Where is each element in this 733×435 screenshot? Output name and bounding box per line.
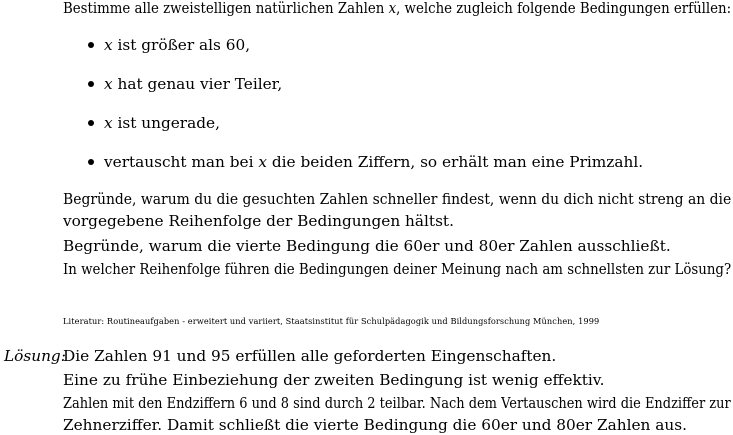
bullet-icon — [88, 42, 94, 48]
bullet-icon — [88, 120, 94, 126]
intro-variable: x — [388, 0, 397, 17]
condition-item: x ist größer als 60, — [104, 36, 251, 54]
intro-text-before: Bestimme alle zweistelligen natürlichen Zahlen — [63, 0, 389, 17]
intro-text-after: , welche zugleich folgende Bedingungen erfüllen: — [396, 0, 732, 17]
literature-reference: Literatur: Routineaufgaben - erweitert und variiert, Staatsinstitut für Schulpädagogik und Bildungsforschung München, 1999 — [63, 316, 600, 326]
question-2: Begründe, warum die vierte Bedingung die 60er und 80er Zahlen ausschließt. — [63, 237, 671, 255]
condition-item: x hat genau vier Teiler, — [104, 75, 283, 93]
solution-line: Zahlen mit den Endziffern 6 und 8 sind durch 2 teilbar. Nach dem Vertauschen wird die Endziffer zur — [63, 394, 731, 412]
condition-item: vertauscht man bei x die beiden Ziffern, so erhält man eine Primzahl. — [104, 153, 644, 171]
solution-line: Zehnerziffer. Damit schließt die vierte Bedingung die 60er und 80er Zahlen aus. — [63, 416, 687, 434]
bullet-icon — [88, 81, 94, 87]
condition-item: x ist ungerade, — [104, 114, 220, 132]
solution-line: Die Zahlen 91 und 95 erfüllen alle geforderten Eingenschaften. — [63, 347, 557, 365]
solution-label: Lösung: — [4, 347, 66, 365]
question-3: In welcher Reihenfolge führen die Bedingungen deiner Meinung nach am schnellsten zur Lösung? — [63, 260, 732, 278]
question-1-line-2: vorgegebene Reihenfolge der Bedingungen hältst. — [63, 212, 454, 230]
question-1-line-1: Begründe, warum du die gesuchten Zahlen schneller findest, wenn du dich nicht streng an die — [63, 190, 732, 208]
task-intro — [63, 0, 731, 18]
bullet-icon — [88, 159, 94, 165]
solution-line: Eine zu frühe Einbeziehung der zweiten Bedingung ist wenig effektiv. — [63, 371, 605, 389]
